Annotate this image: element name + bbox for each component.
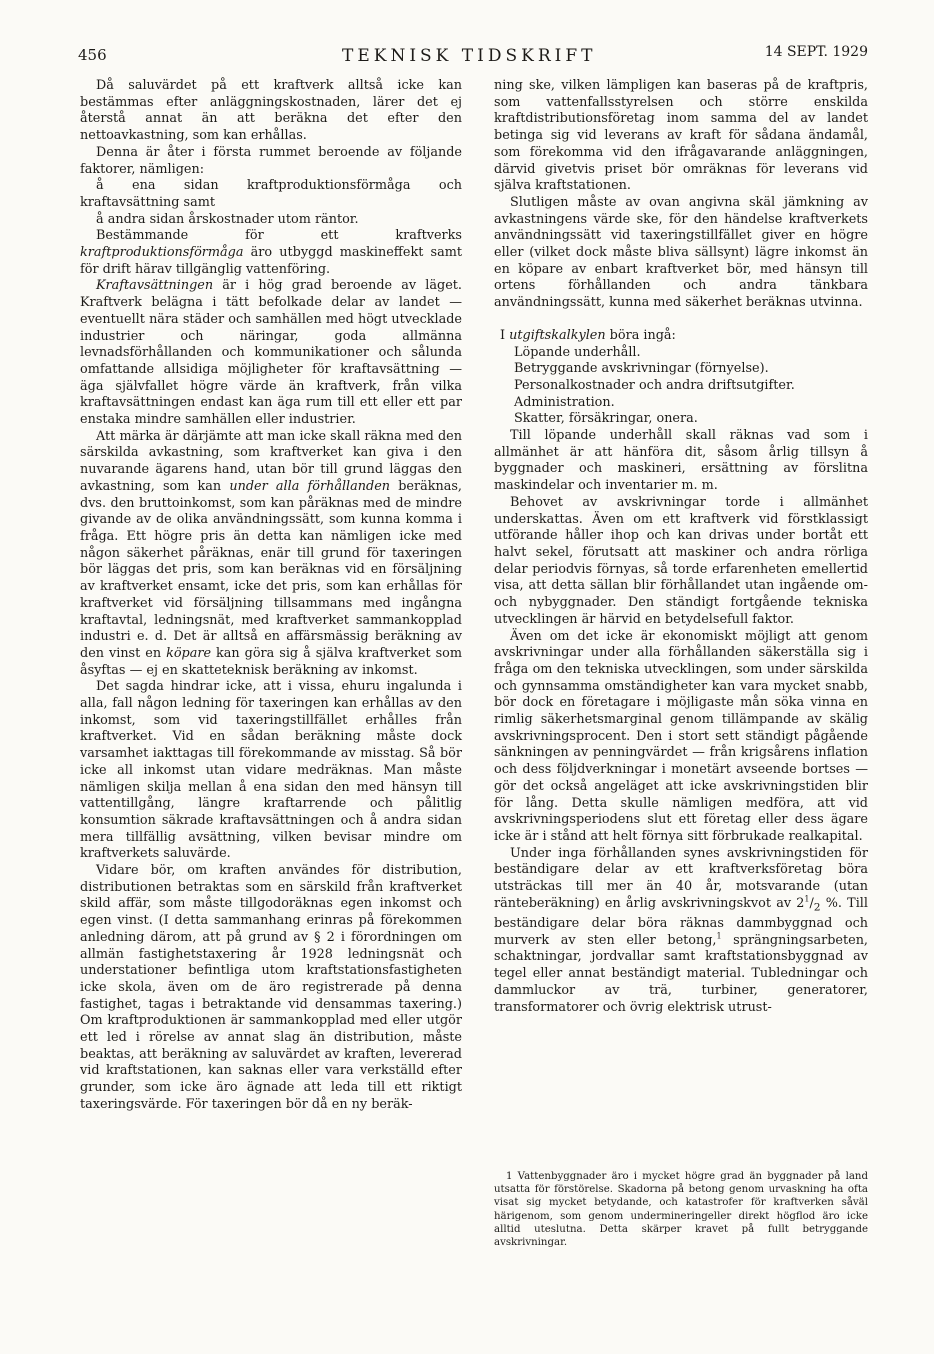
list-item: Administration. [514, 394, 615, 410]
list-intro [494, 328, 868, 345]
page-number: 456 [78, 46, 107, 64]
text-run: %. Till beständigare delar böra räknas dammbyggnad och murverk av sten eller betong, [494, 895, 868, 948]
emphasis: under alla förhållanden [229, 478, 391, 494]
text-run: beräknas, dvs. den bruttoinkomst, som kan påräknas med de mindre givande av de olika användningssätt, som kunna komma i fråga. Ett högre pris än detta kan nämligen icke med någon säkerhet påräknas, enär till grund för taxeringen bör läggas det pris, som kan beräknas vid en försäljning av kraftverket ensamt, icke det pris, som kan erhållas för kraftverket vid försäljning tillsammans med ingångna kraftavtal, ledningsnät, med kraftverket sammankopplad industri e. d. Det är alltså en affärsmässig beräkning av den vinst en [80, 478, 462, 661]
issue-date: 14 SEPT. 1929 [764, 44, 868, 60]
paragraph: Behovet av avskrivningar torde i allmänhet underskattas. Även om ett kraftverk vid förstklassigt utförande håller ihop och kan drivas under bortåt ett halvt sekel, förutsatt att maskiner och andra rörliga delar periodvis förnyas, så torde erfarenheten emellertid visa, att detta sällan blir förhållandet utan ingående om- och nybyggnader. Den ständigt fortgående tekniska utvecklingen är härvid en betydelsefull faktor. [494, 494, 868, 627]
paragraph: Denna är åter i första rummet beroende av följande faktorer, nämligen: [80, 144, 462, 177]
text-run: I [500, 327, 510, 343]
paragraph: Då saluvärdet på ett kraftverk alltså icke kan bestämmas efter anläggningskostnaden, lärer det ej återstå annat än att beräkna det efter den nettoavkastning, som kan erhållas. [80, 78, 462, 144]
page-header [78, 40, 868, 70]
section-gap [494, 312, 868, 328]
text-run: Bestämmande för ett kraftverks [96, 228, 462, 244]
text-run: sprängningsarbeten, schaktningar, jordvallar samt kraftstationsbyggnad av tegel eller annat beständigt material. Tubledningar och dammluckor av trä, turbiner, generatorer, transformatorer och övrig elektrisk utrust- [494, 932, 868, 1015]
paragraph: ning ske, vilken lämpligen kan baseras på de kraftpris, som vattenfallsstyrelsen och större enskilda kraftdistributionsföretag inom samma del av landet betinga sig vid leverans av kraft för sådana ändamål, som förekomma vid den ifrågavarande anläggningen, därvid givetvis priset bör omräknas för leverans vid själva kraftstationen. [494, 78, 868, 194]
journal-title: TEKNISK TIDSKRIFT [342, 46, 597, 66]
emphasis: kraftproduktionsförmåga [80, 245, 244, 261]
paragraph [80, 429, 462, 680]
text-run: Under inga förhållanden synes avskrivningstiden för beständigare delar av ett kraftverksföretag böra utsträckas till mer än 40 år, motsvarande (utan ränteberäkning) en årlig avskrivningskvot av 2 [494, 845, 868, 911]
paragraph: Till löpande underhåll skall räknas vad som i allmänhet är att hänföra dit, såsom årlig tillsyn å byggnader och maskineri, ersättning av förslitna maskindelar och inventarier m. m. [494, 428, 868, 494]
left-column [80, 78, 462, 1114]
text-run: Vattenbyggnader äro i mycket högre grad än byggnader på land utsatta för förstörelse. Skadorna på betong genom urvaskning ha ofta visat sig mycket betydande, och katastrofer för kraftverken såväl härigenom, som genom undermineringeller direkt högflod äro icke alltid uteslutna. Detta skärper kravet på fullt betryggande avskrivningar. [494, 1171, 868, 1249]
fraction-numerator: 1 [804, 894, 810, 904]
footnote-text [494, 1170, 868, 1249]
fraction-slash: / [809, 895, 814, 911]
paragraph: Även om det icke är ekonomiskt möjligt att genom avskrivningar under alla förhållanden säkerställa sig i fråga om den tekniska utvecklingen, som under särskilda och gynnsamma omständigheter kan vara mycket snabb, bör dock en företagare i möjligaste mån söka vinna en rimlig säkerhetsmarginal genom tillämpande av skälig avskrivningsprocent. Den i stort sett ständigt pågående sänkningen av penningvärdet — från krigsårens inflation och dess följdverkningar i monetärt avseende bortses — gör det också angeläget att icke avskrivningstiden blir för lång. Detta skulle nämligen medföra, att vid avskrivningsperiodens slut ett företag eller dess ägare icke är i stånd att helt förnya sitt förbrukade realkapital. [494, 628, 868, 844]
emphasis: utgiftskalkylen [509, 327, 606, 343]
emphasis: köpare [166, 645, 212, 661]
list-item: Personalkostnader och andra driftsutgifter. [514, 377, 795, 393]
text-run: böra ingå: [605, 327, 676, 343]
text-run: är i hög grad beroende av läget. Kraftverk belägna i tätt befolkade delar av landet — eventuellt nära städer och samhällen med högt utvecklade industrier och näringar, goda allmänna levnadsförhållanden och kommunikationer och sålunda omfattande allsidiga möjligheter för kraftavsättning — äga självfallet högre värde än kraftverk, från vilka kraftavsättningen endast kan äga rum till ett eller ett par enstaka mindre samhällen eller industrier. [80, 278, 462, 428]
paragraph: å ena sidan kraftproduktionsförmåga och kraftavsättning samt [80, 178, 462, 210]
footnote-reference: 1 [716, 931, 722, 941]
footnote [494, 1170, 868, 1249]
paragraph [494, 846, 868, 1017]
list-item: Betryggande avskrivningar (förnyelse). [514, 361, 769, 377]
footnote-marker: 1 [506, 1171, 513, 1182]
paragraph [80, 228, 462, 278]
fraction-denominator: 2 [813, 900, 821, 914]
list-item: Skatter, försäkringar, onera. [514, 411, 698, 427]
text-run: kan göra sig å själva kraftverket som åsyftas — ej en skatteteknisk beräkning av inkomst. [80, 645, 462, 678]
right-column [494, 78, 868, 1016]
paragraph: Slutligen måste av ovan angivna skäl jämkning av avkastningens värde ske, för den händelse kraftverkets användningssätt vid taxeringstillfället giver en högre eller (vilket dock måste bliva sällsynt) lägre inkomst än en köpare av enbart kraftverket bör, med hänsyn till ortens förhållanden och andra tänkbara användningssätt, kunna med säkerhet beräknas utvinna. [494, 194, 868, 311]
text-run: Att märka är därjämte att man icke skall räkna med den särskilda avkastning, som kraftverket kan giva i den nuvarande ägarens hand, utan bör till grund läggas den avkastning, som kan [80, 428, 462, 494]
emphasis: Kraftavsättningen [96, 278, 214, 294]
paragraph: å andra sidan årskostnader utom räntor. [96, 211, 359, 227]
paragraph: Det sagda hindrar icke, att i vissa, ehuru ingalunda i alla, fall någon ledning för taxeringen kan erhållas av den inkomst, som vid taxeringstillfället erhålles från kraftverket. Vid en sådan beräkning måste dock varsamhet iakttagas till förekommande av misstag. Så bör icke all inkomst utan vidare medräknas. Man måste nämligen skilja mellan å ena sidan den med hänsyn till vattentillgång, längre kraftarrende och pålitlig konsumtion säkrade kraftavsättningen och å andra sidan mera tillfällig avsättning, vilken bevisar mindre om kraftverkets saluvärde. [80, 679, 462, 862]
list-item: Löpande underhåll. [514, 344, 641, 360]
paragraph [80, 278, 462, 428]
paragraph: Vidare bör, om kraften användes för distribution, distributionen betraktas som en särskild från kraftverket skild affär, som måste tillgodoräknas egen inkomst och egen vinst. (I detta sammanhang erinras på förekommen anledning därom, att på grund av § 2 i förordningen om allmän fastighetstaxering år 1928 ledningsnät och understationer befintliga utom kraftstationsfastigheten icke skola, även om de äro registrerade på denna fastighet, tagas i betraktande vid densammas taxering.) Om kraftproduktionen är sammankopplad med eller utgör ett led i rörelse av annat slag än distribution, måste beaktas, att beräkning av saluvärdet av kraften, levererad vid kraftstationen, kan saknas eller vara verkställd efter grunder, som icke äro ägnade att leda till ett riktigt taxeringsvärde. För taxeringen bör då en ny beräk- [80, 863, 462, 1112]
text-run: äro utbyggd maskineffekt samt för drift härav tillgänglig vattenföring. [80, 245, 462, 277]
